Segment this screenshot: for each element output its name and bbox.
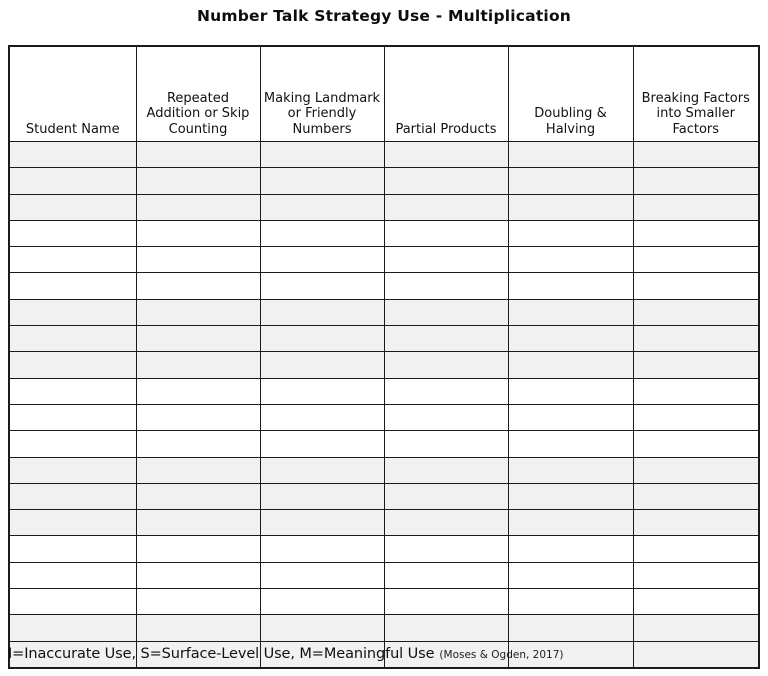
table-cell-doubling-halving[interactable] [508, 326, 633, 352]
table-cell-student-name[interactable] [9, 194, 136, 220]
table-cell-breaking-factors-smaller-factors[interactable] [633, 483, 759, 509]
table-cell-making-landmark-friendly-numbers[interactable] [260, 273, 384, 299]
column-header-breaking-factors-smaller-factors: Breaking Factors into Smaller Factors [633, 46, 759, 142]
table-cell-partial-products[interactable] [384, 404, 508, 430]
table-cell-partial-products[interactable] [384, 247, 508, 273]
table-cell-doubling-halving[interactable] [508, 589, 633, 615]
table-cell-repeated-addition-skip-counting[interactable] [136, 483, 260, 509]
table-cell-doubling-halving[interactable] [508, 299, 633, 325]
table-cell-breaking-factors-smaller-factors[interactable] [633, 431, 759, 457]
table-cell-student-name[interactable] [9, 247, 136, 273]
table-cell-doubling-halving[interactable] [508, 273, 633, 299]
table-cell-partial-products[interactable] [384, 457, 508, 483]
table-cell-breaking-factors-smaller-factors[interactable] [633, 562, 759, 588]
table-cell-partial-products[interactable] [384, 615, 508, 641]
legend-citation: (Moses & Ogden, 2017) [439, 649, 564, 661]
table-cell-student-name[interactable] [9, 562, 136, 588]
table-cell-repeated-addition-skip-counting[interactable] [136, 457, 260, 483]
table-cell-repeated-addition-skip-counting[interactable] [136, 168, 260, 194]
table-cell-student-name[interactable] [9, 168, 136, 194]
table-cell-breaking-factors-smaller-factors[interactable] [633, 510, 759, 536]
table-cell-making-landmark-friendly-numbers[interactable] [260, 247, 384, 273]
table-cell-student-name[interactable] [9, 589, 136, 615]
table-cell-making-landmark-friendly-numbers[interactable] [260, 431, 384, 457]
table-row[interactable] [9, 194, 759, 220]
table-row[interactable] [9, 589, 759, 615]
table-cell-making-landmark-friendly-numbers[interactable] [260, 457, 384, 483]
table-cell-breaking-factors-smaller-factors[interactable] [633, 404, 759, 430]
table-cell-breaking-factors-smaller-factors[interactable] [633, 220, 759, 246]
table-cell-repeated-addition-skip-counting[interactable] [136, 378, 260, 404]
column-header-making-landmark-friendly-numbers: Making Landmark or Friendly Numbers [260, 46, 384, 142]
table-row[interactable] [9, 457, 759, 483]
table-cell-partial-products[interactable] [384, 220, 508, 246]
table-cell-student-name[interactable] [9, 378, 136, 404]
table-cell-breaking-factors-smaller-factors[interactable] [633, 641, 759, 668]
table-cell-doubling-halving[interactable] [508, 168, 633, 194]
table-cell-student-name[interactable] [9, 457, 136, 483]
table-cell-making-landmark-friendly-numbers[interactable] [260, 378, 384, 404]
table-cell-repeated-addition-skip-counting[interactable] [136, 404, 260, 430]
table-row[interactable] [9, 168, 759, 194]
table-cell-making-landmark-friendly-numbers[interactable] [260, 168, 384, 194]
table-cell-doubling-halving[interactable] [508, 247, 633, 273]
table-row[interactable] [9, 142, 759, 168]
table-cell-breaking-factors-smaller-factors[interactable] [633, 247, 759, 273]
table-cell-repeated-addition-skip-counting[interactable] [136, 273, 260, 299]
table-row[interactable] [9, 404, 759, 430]
table-cell-doubling-halving[interactable] [508, 220, 633, 246]
table-cell-student-name[interactable] [9, 483, 136, 509]
table-cell-making-landmark-friendly-numbers[interactable] [260, 194, 384, 220]
table-cell-repeated-addition-skip-counting[interactable] [136, 562, 260, 588]
table-row[interactable] [9, 562, 759, 588]
table-cell-doubling-halving[interactable] [508, 142, 633, 168]
table-cell-partial-products[interactable] [384, 562, 508, 588]
table-cell-student-name[interactable] [9, 536, 136, 562]
strategy-use-table [8, 45, 760, 669]
table-cell-student-name[interactable] [9, 510, 136, 536]
table-cell-doubling-halving[interactable] [508, 457, 633, 483]
table-cell-breaking-factors-smaller-factors[interactable] [633, 299, 759, 325]
table-cell-repeated-addition-skip-counting[interactable] [136, 510, 260, 536]
table-cell-repeated-addition-skip-counting[interactable] [136, 352, 260, 378]
table-cell-student-name[interactable] [9, 220, 136, 246]
table-cell-making-landmark-friendly-numbers[interactable] [260, 326, 384, 352]
table-row[interactable] [9, 483, 759, 509]
table-cell-partial-products[interactable] [384, 273, 508, 299]
table-cell-partial-products[interactable] [384, 168, 508, 194]
column-header-student-name: Student Name [9, 46, 136, 142]
table-cell-repeated-addition-skip-counting[interactable] [136, 589, 260, 615]
table-row[interactable] [9, 536, 759, 562]
table-cell-student-name[interactable] [9, 299, 136, 325]
table-cell-repeated-addition-skip-counting[interactable] [136, 142, 260, 168]
table-cell-partial-products[interactable] [384, 194, 508, 220]
table-cell-partial-products[interactable] [384, 483, 508, 509]
table-cell-making-landmark-friendly-numbers[interactable] [260, 483, 384, 509]
table-cell-making-landmark-friendly-numbers[interactable] [260, 404, 384, 430]
legend [8, 646, 563, 662]
table-cell-making-landmark-friendly-numbers[interactable] [260, 142, 384, 168]
table-cell-breaking-factors-smaller-factors[interactable] [633, 142, 759, 168]
table-row[interactable] [9, 615, 759, 641]
table-cell-student-name[interactable] [9, 326, 136, 352]
table-cell-doubling-halving[interactable] [508, 483, 633, 509]
table-cell-repeated-addition-skip-counting[interactable] [136, 431, 260, 457]
column-header-partial-products: Partial Products [384, 46, 508, 142]
table-cell-doubling-halving[interactable] [508, 378, 633, 404]
table-cell-breaking-factors-smaller-factors[interactable] [633, 615, 759, 641]
table-cell-making-landmark-friendly-numbers[interactable] [260, 589, 384, 615]
table-cell-partial-products[interactable] [384, 326, 508, 352]
table-cell-partial-products[interactable] [384, 378, 508, 404]
table-cell-student-name[interactable] [9, 404, 136, 430]
table-cell-partial-products[interactable] [384, 589, 508, 615]
table-cell-breaking-factors-smaller-factors[interactable] [633, 589, 759, 615]
table-cell-partial-products[interactable] [384, 431, 508, 457]
column-header-doubling-halving: Doubling & Halving [508, 46, 633, 142]
table-cell-making-landmark-friendly-numbers[interactable] [260, 220, 384, 246]
table-cell-doubling-halving[interactable] [508, 510, 633, 536]
table-row[interactable] [9, 510, 759, 536]
table-cell-breaking-factors-smaller-factors[interactable] [633, 194, 759, 220]
table-cell-doubling-halving[interactable] [508, 352, 633, 378]
table-row[interactable] [9, 326, 759, 352]
table-cell-partial-products[interactable] [384, 352, 508, 378]
page-title: Number Talk Strategy Use - Multiplication [196, 7, 572, 25]
table-cell-breaking-factors-smaller-factors[interactable] [633, 457, 759, 483]
table-row[interactable] [9, 378, 759, 404]
table-cell-doubling-halving[interactable] [508, 615, 633, 641]
table-cell-repeated-addition-skip-counting[interactable] [136, 220, 260, 246]
table-cell-repeated-addition-skip-counting[interactable] [136, 536, 260, 562]
table-cell-making-landmark-friendly-numbers[interactable] [260, 615, 384, 641]
table-cell-student-name[interactable] [9, 142, 136, 168]
table-header [9, 46, 759, 142]
table-cell-repeated-addition-skip-counting[interactable] [136, 194, 260, 220]
table-cell-student-name[interactable] [9, 273, 136, 299]
table-cell-partial-products[interactable] [384, 510, 508, 536]
table-cell-doubling-halving[interactable] [508, 431, 633, 457]
table-cell-repeated-addition-skip-counting[interactable] [136, 299, 260, 325]
table-cell-doubling-halving[interactable] [508, 536, 633, 562]
table-cell-student-name[interactable] [9, 431, 136, 457]
table-cell-repeated-addition-skip-counting[interactable] [136, 615, 260, 641]
table-cell-partial-products[interactable] [384, 536, 508, 562]
table-cell-making-landmark-friendly-numbers[interactable] [260, 536, 384, 562]
table-cell-breaking-factors-smaller-factors[interactable] [633, 352, 759, 378]
table-cell-making-landmark-friendly-numbers[interactable] [260, 562, 384, 588]
table-row[interactable] [9, 352, 759, 378]
table-row[interactable] [9, 431, 759, 457]
table-row[interactable] [9, 273, 759, 299]
column-header-repeated-addition-skip-counting: Repeated Addition or Skip Counting [136, 46, 260, 142]
table-cell-breaking-factors-smaller-factors[interactable] [633, 168, 759, 194]
table-header-row [9, 46, 759, 142]
table-cell-breaking-factors-smaller-factors[interactable] [633, 326, 759, 352]
table-cell-making-landmark-friendly-numbers[interactable] [260, 510, 384, 536]
strategy-table-container [8, 45, 758, 669]
table-body [9, 142, 759, 668]
table-cell-repeated-addition-skip-counting[interactable] [136, 326, 260, 352]
table-cell-breaking-factors-smaller-factors[interactable] [633, 378, 759, 404]
table-row[interactable] [9, 299, 759, 325]
table-cell-doubling-halving[interactable] [508, 404, 633, 430]
table-cell-partial-products[interactable] [384, 299, 508, 325]
table-row[interactable] [9, 220, 759, 246]
table-cell-making-landmark-friendly-numbers[interactable] [260, 299, 384, 325]
table-cell-partial-products[interactable] [384, 142, 508, 168]
table-cell-doubling-halving[interactable] [508, 194, 633, 220]
table-cell-doubling-halving[interactable] [508, 562, 633, 588]
table-cell-making-landmark-friendly-numbers[interactable] [260, 352, 384, 378]
table-cell-student-name[interactable] [9, 615, 136, 641]
table-cell-breaking-factors-smaller-factors[interactable] [633, 536, 759, 562]
table-cell-repeated-addition-skip-counting[interactable] [136, 247, 260, 273]
table-cell-student-name[interactable] [9, 352, 136, 378]
table-cell-breaking-factors-smaller-factors[interactable] [633, 273, 759, 299]
legend-key-text: I=Inaccurate Use, S=Surface-Level Use, M=Meaningful Use [8, 646, 435, 662]
table-row[interactable] [9, 247, 759, 273]
